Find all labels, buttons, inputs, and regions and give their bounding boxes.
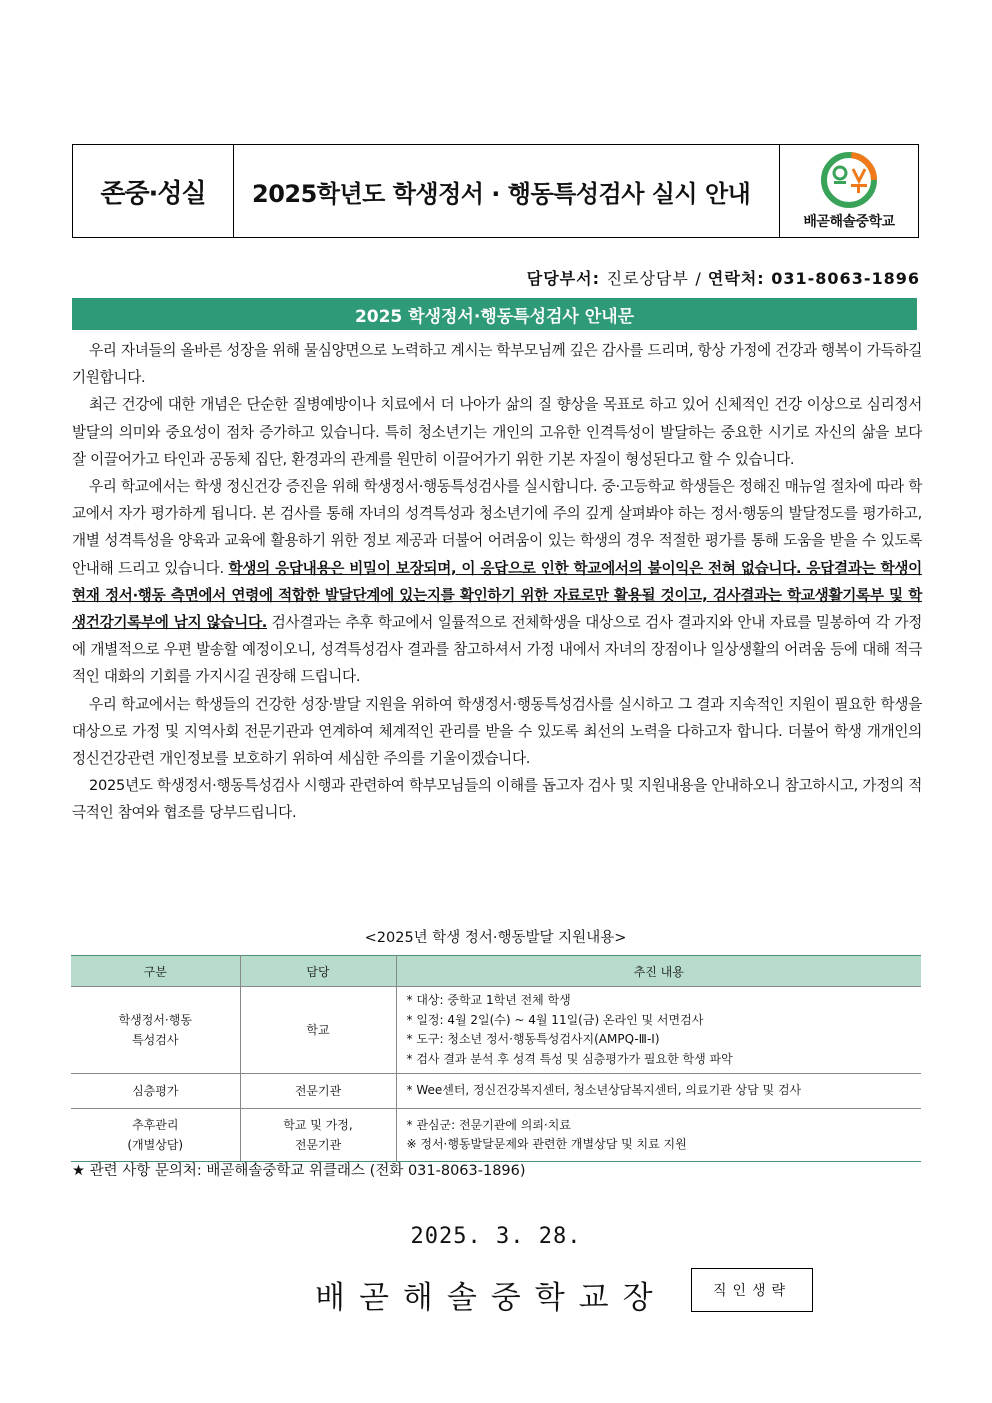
support-table <box>71 955 921 1162</box>
list-item: * 도구: 청소년 정서·행동특성검사지(AMPQ-Ⅲ-Ⅰ) <box>406 1032 660 1046</box>
list-item: * 관심군: 전문기관에 의뢰·치료 <box>406 1117 571 1132</box>
contact-line: 담당부서: 진로상담부 / 연락처: 031-8063-1896 <box>526 269 920 288</box>
table-caption: <2025년 학생 정서·행동발달 지원내용> <box>364 930 627 946</box>
paragraph-3-part-c: 검사결과는 추후 학교에서 일률적으로 전체학생을 대상으로 검사 결과지와 안내 자료를 밀봉하여 각 가정에 개별적으로 우편 발송할 예정이오니, 성격특성검사 결과를 참고하셔서 가정 내에서 자녀의 장점이나 일상생활의 어려움 등에 대해 적극적인 대화의 기회를 가지시길 권장해 드립니다. <box>72 614 922 686</box>
table-header-row <box>71 956 921 987</box>
paragraph-5: 2025년도 학생정서·행동특성검사 시행과 관련하여 학부모님들의 이해를 돕고자 검사 및 지원내용을 안내하오니 참고하시고, 가정의 적극적인 참여와 협조를 당부드립니다. <box>72 777 922 822</box>
school-motto: 존중·성실 <box>73 145 234 237</box>
paragraph-4: 우리 학교에서는 학생들의 건강한 성장·발달 지원을 위하여 학생정서·행동특성검사를 실시하고 그 결과 지속적인 지원이 필요한 학생을 대상으로 가정 및 지역사회 전문기관과 연계하여 체계적인 관리를 받을 수 있도록 최선의 노력을 다하고자 합니다. 더불어 학생 개개인의 정신건강관련 개인정보를 보호하기 위하여 세심한 주의를 기울이겠습니다. <box>72 695 922 768</box>
dept-label: 담당부서 <box>526 269 593 288</box>
list-item: * 대상: 중학교 1학년 전체 학생 <box>406 993 571 1007</box>
table-row <box>71 987 921 1074</box>
paragraph-3-emphasis: 학생의 응답내용은 비밀이 보장되며, 이 응답으로 인한 학교에서의 불이익은 전혀 없습니다. 응답결과는 학생이 현재 정서·행동 측면에서 연령에 적합한 발달단계에 있는지를 확인하기 위한 자료로만 활용될 것이고, 검사결과는 학교생활기록부 및 학생건강기록부에 남지 않습니다. <box>72 559 922 632</box>
table-row <box>71 1109 921 1162</box>
row-owner: 학교 <box>240 987 396 1074</box>
row-owner: 학교 및 가정, 전문기관 <box>240 1109 396 1162</box>
notice-banner: 2025 학생정서·행동특성검사 안내문 <box>72 298 917 330</box>
issue-date: 2025. 3. 28. <box>410 1224 582 1249</box>
school-logo-name: 배곧해솔중학교 <box>803 214 895 230</box>
inquiry-line: ★ 관련 사항 문의처: 배곧해솔중학교 위클래스 (전화 031-8063-1896) <box>72 1163 526 1179</box>
row-category: 학생정서·행동 특성검사 <box>71 987 240 1074</box>
document-title: 2025학년도 학생정서 · 행동특성검사 실시 안내 <box>234 145 780 237</box>
list-item: * Wee센터, 정신건강복지센터, 청소년상담복지센터, 의료기관 상담 및 검사 <box>406 1083 802 1098</box>
row-category: 심층평가 <box>71 1074 240 1109</box>
header-category: 구분 <box>71 956 240 987</box>
list-item: ※ 정서·행동발달문제와 관련한 개별상담 및 치료 지원 <box>406 1137 687 1151</box>
dept-value: 진로상담부 <box>606 269 689 288</box>
row-category: 추후관리 (개별상담) <box>71 1109 240 1162</box>
table-row <box>71 1074 921 1109</box>
paragraph-3-part-a: 우리 학교에서는 학생 정신건강 증진을 위해 학생정서·행동특성검사를 실시합니다. 중·고등학교 학생들은 정해진 매뉴얼 절차에 따라 학교에서 자가 평가하게 됩니다. 본 검사를 통해 자녀의 성격특성과 청소년기에 주의 깊게 살펴봐야 하는 정서·행동의 발달정도를 평가하고, 개별 성격특성을 양육과 교육에 활용하기 위한 정보 제공과 더불어 어려움이 있는 학생의 경우 적절한 평가를 통해 도움을 받을 수 있도록 안내해 드리고 있습니다. <box>72 478 922 577</box>
list-item: * 검사 결과 분석 후 성격 특성 및 심층평가가 필요한 학생 파악 <box>406 1051 733 1066</box>
row-content <box>396 1074 921 1109</box>
list-item: * 일정: 4월 2일(수) ~ 4월 11일(금) 온라인 및 서면검사 <box>406 1012 704 1027</box>
row-content <box>396 1109 921 1162</box>
header-owner: 담당 <box>240 956 396 987</box>
row-content <box>396 987 921 1074</box>
paragraph-1: 우리 자녀들의 올바른 성장을 위해 물심양면으로 노력하고 계시는 학부모님께 깊은 감사를 드리며, 항상 가정에 건강과 행복이 가득하길 기원합니다. <box>72 342 922 387</box>
tel-label: 연락처 <box>707 269 758 288</box>
school-logo-icon <box>817 151 881 209</box>
notice-body <box>72 337 922 827</box>
row-owner: 전문기관 <box>240 1074 396 1109</box>
header-content: 추진 내용 <box>396 956 921 987</box>
header-box <box>72 144 919 238</box>
principal-signature: 배곧해솔중학교장 <box>315 1280 667 1316</box>
paragraph-3 <box>72 473 922 691</box>
school-logo <box>780 145 918 237</box>
paragraph-2: 최근 건강에 대한 개념은 단순한 질병예방이나 치료에서 더 나아가 삶의 질 향상을 목표로 하고 있어 신체적인 건강 이상으로 심리정서 발달의 의미와 중요성이 점차 증가하고 있습니다. 특히 청소년기는 개인의 고유한 인격특성이 발달하는 중요한 시기로 자신의 삶을 보다 잘 이끌어가고 타인과 공동체 집단, 환경과의 관계를 원만히 이끌어가기 위한 기본 자질이 형성된다고 할 수 있습니다. <box>72 396 922 468</box>
seal-omitted-box: 직인생략 <box>691 1268 813 1312</box>
tel-value: 031-8063-1896 <box>771 269 920 288</box>
